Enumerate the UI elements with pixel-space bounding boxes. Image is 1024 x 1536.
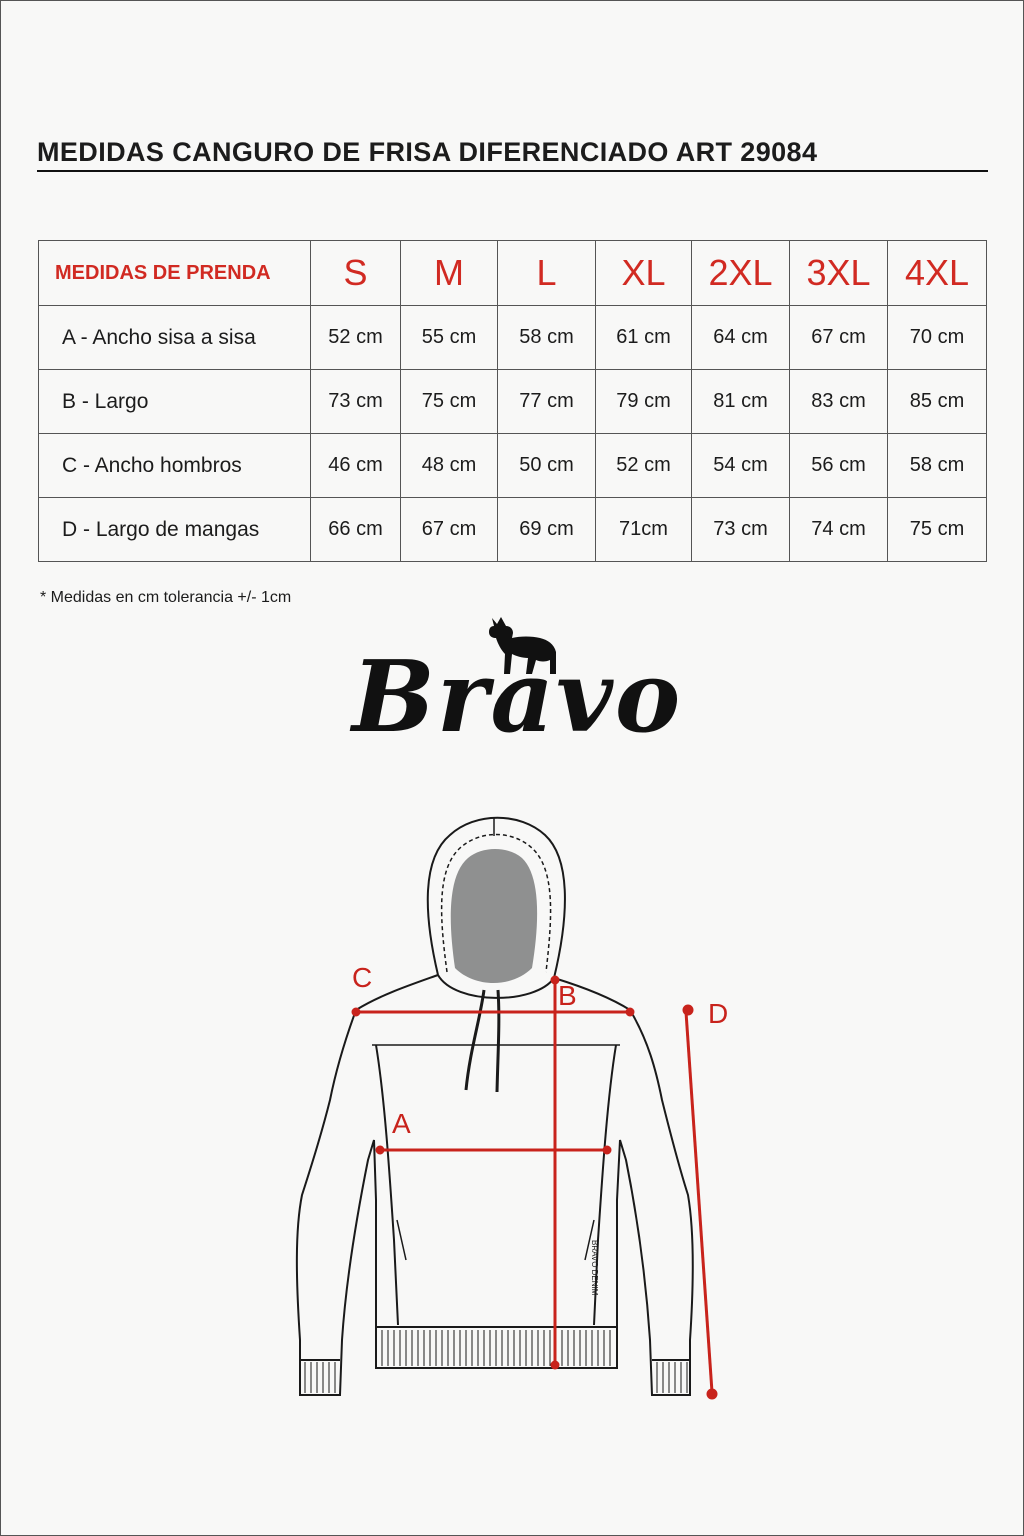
- table-cell: 55 cm: [401, 306, 498, 370]
- pocket-tag-text: BRAVO DENIM: [590, 1240, 599, 1296]
- brand-logo: Bravo: [352, 640, 683, 755]
- size-header: 2XL: [692, 241, 790, 306]
- table-cell: 50 cm: [498, 434, 596, 498]
- table-cell: 75 cm: [888, 498, 987, 562]
- table-cell: 67 cm: [401, 498, 498, 562]
- measure-tick: [708, 1390, 716, 1398]
- size-header: 3XL: [790, 241, 888, 306]
- table-cell: 52 cm: [596, 434, 692, 498]
- measure-tick: [627, 1009, 633, 1015]
- table-row: [39, 370, 987, 434]
- table-cell: 77 cm: [498, 370, 596, 434]
- table-cell: 64 cm: [692, 306, 790, 370]
- table-cell: 46 cm: [311, 434, 401, 498]
- table-cell: 69 cm: [498, 498, 596, 562]
- table-cell: 66 cm: [311, 498, 401, 562]
- table-cell: 71cm: [596, 498, 692, 562]
- dimension-label-c: C: [352, 962, 373, 993]
- table-cell: 85 cm: [888, 370, 987, 434]
- waistband-ribbing: [305, 1330, 687, 1393]
- table-cell: 70 cm: [888, 306, 987, 370]
- measure-tick: [552, 1362, 558, 1368]
- table-cell: 48 cm: [401, 434, 498, 498]
- dimension-label-b: B: [558, 980, 577, 1011]
- size-header: 4XL: [888, 241, 987, 306]
- page-title: MEDIDAS CANGURO DE FRISA DIFERENCIADO ART 29084: [37, 137, 988, 172]
- table-cell: 83 cm: [790, 370, 888, 434]
- table-cell: 73 cm: [311, 370, 401, 434]
- table-cell: 56 cm: [790, 434, 888, 498]
- measure-tick: [353, 1009, 359, 1015]
- table-cell: 67 cm: [790, 306, 888, 370]
- row-label: C - Ancho hombros: [39, 434, 311, 498]
- table-header-label: MEDIDAS DE PRENDA: [39, 241, 311, 306]
- table-cell: 79 cm: [596, 370, 692, 434]
- table-cell: 75 cm: [401, 370, 498, 434]
- table-cell: 58 cm: [498, 306, 596, 370]
- tolerance-note: * Medidas en cm tolerancia +/- 1cm: [40, 589, 292, 606]
- dimension-label-d: D: [708, 998, 729, 1029]
- table-cell: 61 cm: [596, 306, 692, 370]
- size-table: [38, 240, 987, 562]
- size-header: M: [401, 241, 498, 306]
- table-cell: 81 cm: [692, 370, 790, 434]
- table-header-row: [39, 241, 987, 306]
- table-row: [39, 498, 987, 562]
- row-label: B - Largo: [39, 370, 311, 434]
- size-header: S: [311, 241, 401, 306]
- size-header: L: [498, 241, 596, 306]
- hood-lining: [451, 849, 537, 983]
- measure-tick: [604, 1147, 610, 1153]
- table-cell: 52 cm: [311, 306, 401, 370]
- table-cell: 58 cm: [888, 434, 987, 498]
- hoodie-diagram: [0, 800, 1024, 1520]
- measure-tick: [377, 1147, 383, 1153]
- table-row: [39, 306, 987, 370]
- table-cell: 54 cm: [692, 434, 790, 498]
- dimension-label-a: A: [392, 1108, 411, 1139]
- row-label: D - Largo de mangas: [39, 498, 311, 562]
- measure-tick: [684, 1006, 692, 1014]
- table-row: [39, 434, 987, 498]
- size-header: XL: [596, 241, 692, 306]
- table-cell: 74 cm: [790, 498, 888, 562]
- row-label: A - Ancho sisa a sisa: [39, 306, 311, 370]
- body-outline: [297, 975, 693, 1395]
- table-cell: 73 cm: [692, 498, 790, 562]
